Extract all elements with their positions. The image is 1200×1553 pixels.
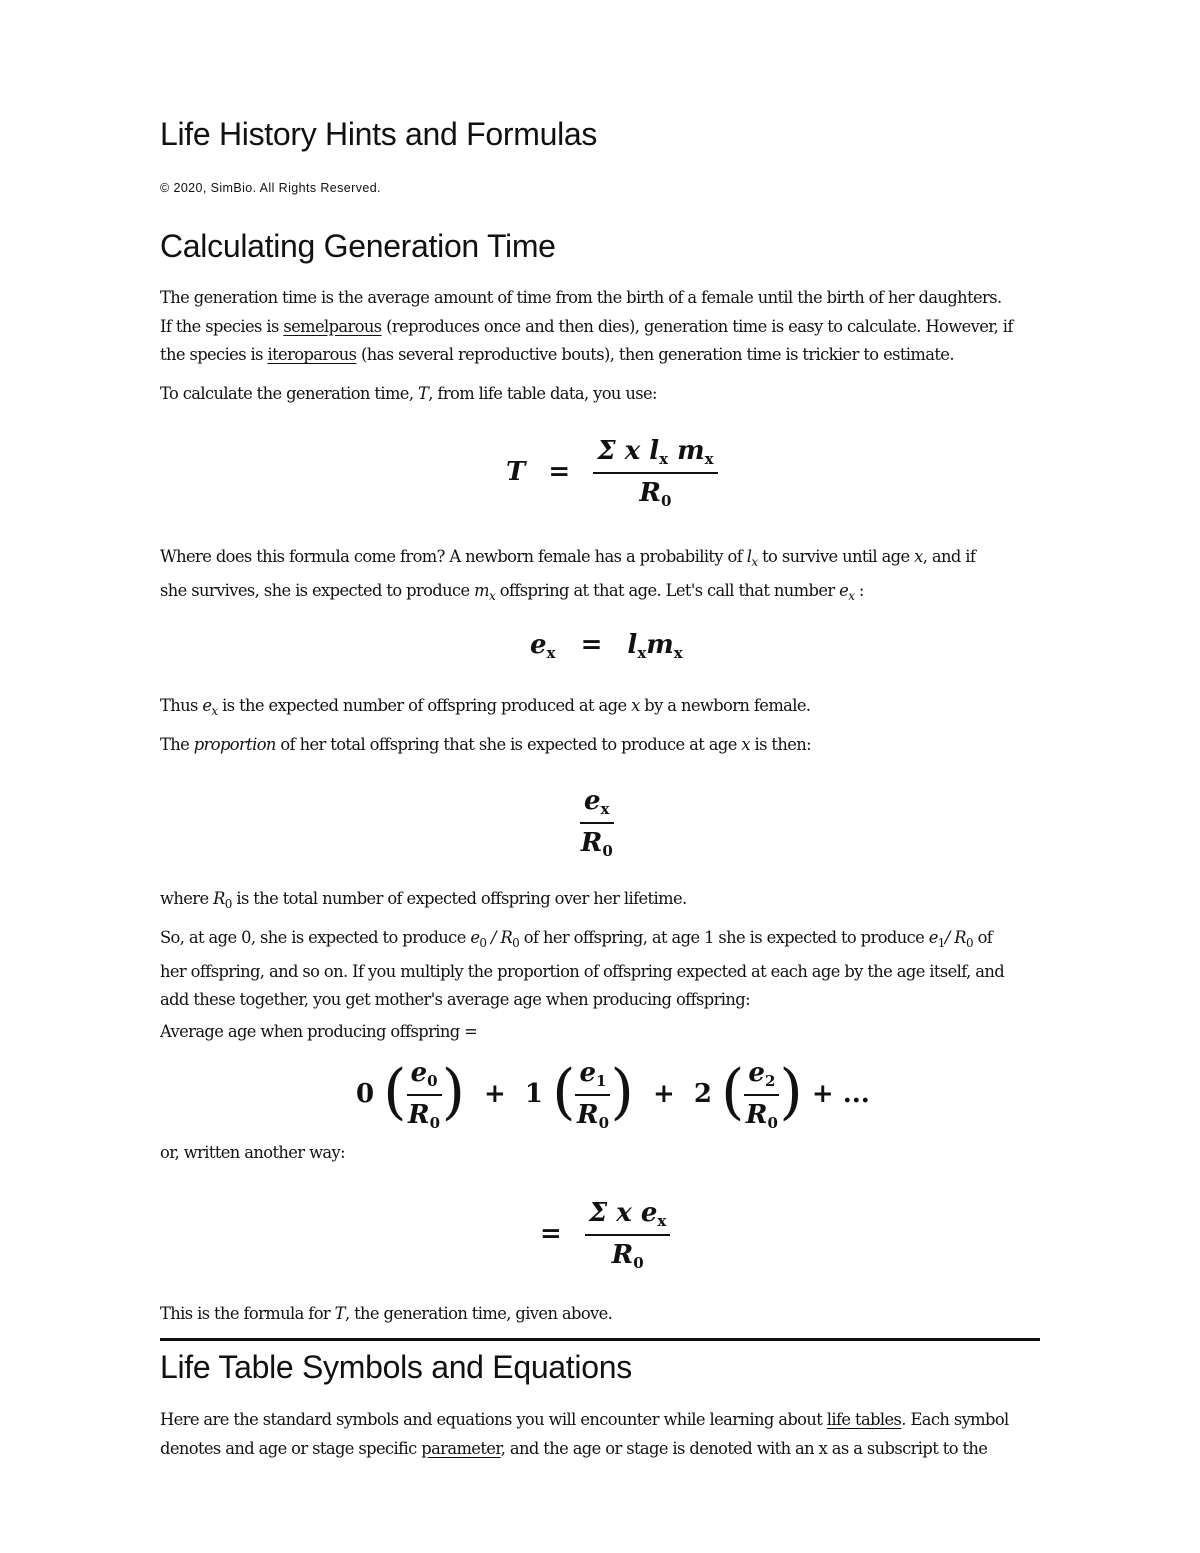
fraction: $\frac{e0}{R0}$: [408, 1058, 441, 1132]
section-heading-life-table-symbols: Life Table Symbols and Equations: [160, 1349, 632, 1385]
fraction: $\frac{e1}{R0}$: [576, 1058, 609, 1132]
section-divider: [160, 1338, 1040, 1341]
fraction: $\frac{\text{Σ x ex}}{R0}$: [585, 1198, 670, 1272]
section-heading-generation-time: Calculating Generation Time: [160, 228, 556, 264]
paragraph: where $R_0$ is the total number of expected offspring over her lifetime.: [160, 889, 687, 911]
fraction: $\frac{ex}{R0}$: [580, 786, 613, 860]
average-age-sum-formula: = $\frac{\text{Σ x ex}}{R0}$: [540, 1198, 670, 1272]
average-age-expansion-formula: 0 ( $\frac{e0}{R0}$ ) + 1 ( $\frac{e1}{R0}$ ) + 2 ( $\frac{e2}{R0}$ ) + ...: [356, 1057, 870, 1132]
paragraph: or, written another way:: [160, 1143, 345, 1162]
paragraph: Thus $e_x$ is the expected number of offspring produced at age x by a newborn female.: [160, 696, 811, 718]
generation-time-formula: T = $\frac{\text{Σ x lx mx}}{R0}$: [506, 436, 718, 510]
paragraph: So, at age 0, she is expected to produce $e_0 / R_0$ of her offspring, at age 1 she is expected to produce $e_1/$ $R_0$ of her offspring, and so on. If you multiply the proportion of offspring expected at each age by the age itself, and add these together, you get mother's average age when producing offspring:: [160, 928, 1005, 1009]
paragraph: Where does this formula come from? A newborn female has a probability of $l_x$ to survive until age x, and if she survives, she is expected to produce $m_x$ offspring at that age. Let's call that number $e_x$ :: [160, 547, 976, 603]
copyright-notice: © 2020, SimBio. All Rights Reserved.: [160, 181, 381, 195]
semelparous-link[interactable]: semelparous: [283, 316, 382, 336]
paragraph: Here are the standard symbols and equations you will encounter while learning about life tables. Each symbol denotes and age or stage specific parameter, and the age or stage is denoted with an x as a subscript to the: [160, 1410, 1009, 1458]
parameter-link[interactable]: parameter: [421, 1438, 501, 1458]
fraction: $\frac{e2}{R0}$: [745, 1058, 778, 1132]
paragraph: The generation time is the average amount of time from the birth of a female until the birth of her daughters. If the species is semelparous (reproduces once and then dies), generation time is easy to calculate. However, if the species is iteroparous (has several reproductive bouts), then generation time is trickier to estimate.: [160, 288, 1013, 364]
page-title: Life History Hints and Formulas: [160, 116, 598, 152]
paragraph: To calculate the generation time, T, from life table data, you use:: [160, 384, 657, 403]
paragraph: This is the formula for T, the generation time, given above.: [160, 1304, 613, 1323]
paragraph: The proportion of her total offspring that she is expected to produce at age x is then:: [160, 735, 812, 754]
iteroparous-link[interactable]: iteroparous: [267, 345, 357, 364]
proportion-formula: [580, 786, 614, 860]
paragraph: Average age when producing offspring =: [160, 1022, 478, 1041]
expected-offspring-formula: ex = lxmx: [530, 630, 683, 662]
fraction: $\frac{\text{Σ x lx mx}}{R0}$: [593, 436, 717, 510]
life-tables-link[interactable]: life tables: [826, 1410, 902, 1429]
